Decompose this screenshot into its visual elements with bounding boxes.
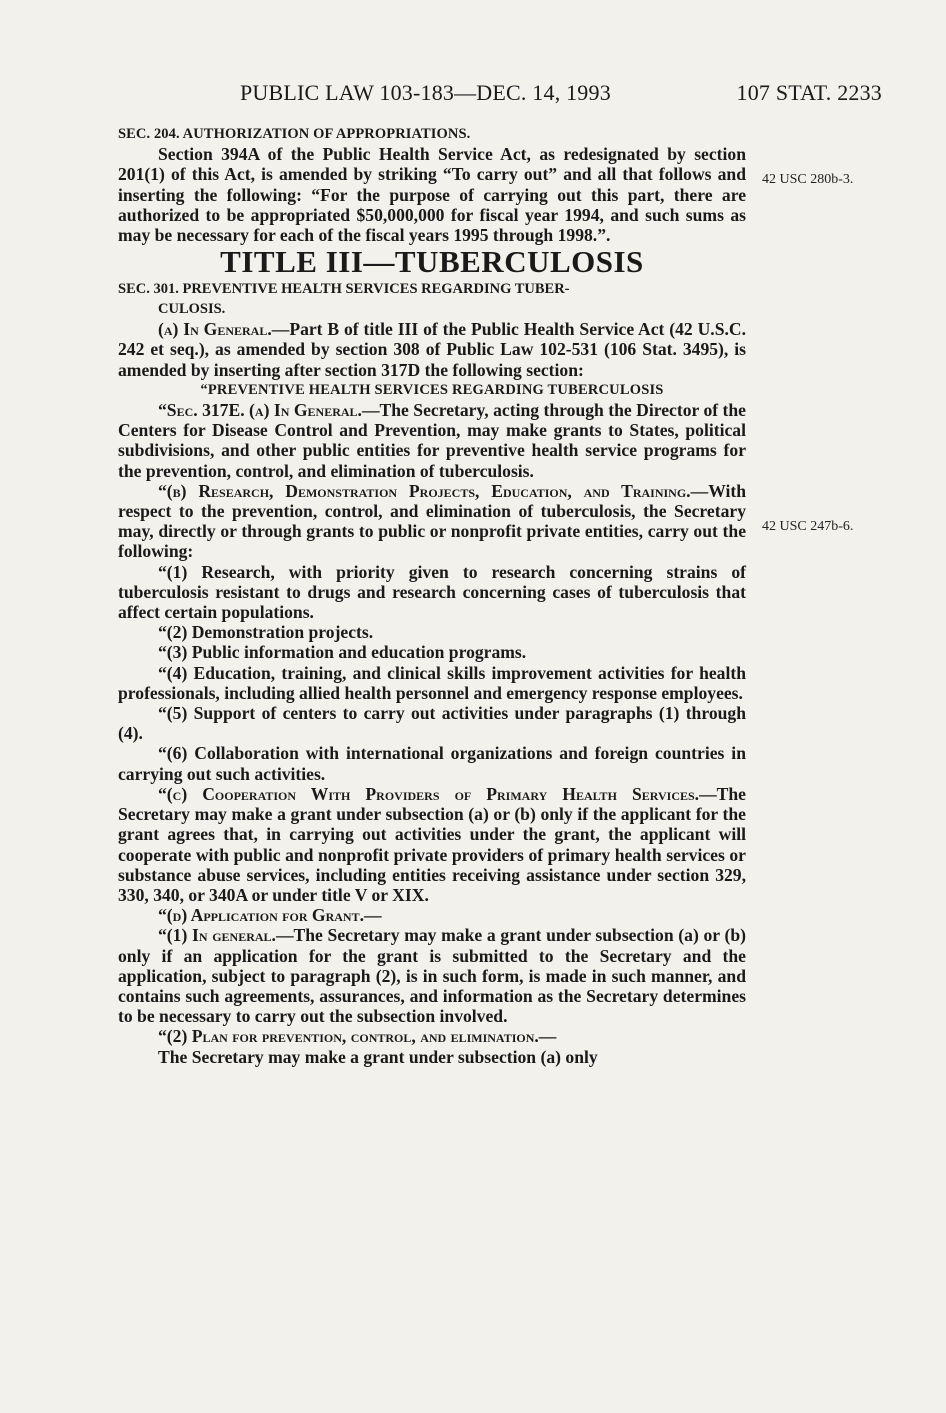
subsection-a-text: —Part B of title III of the Public Health Service Act (42 U.S.C. 242 et seq.), as amended by section 308 of Public Law 102-531 (106 Stat. 3495), is amended by inserting after section 317D the following section: xyxy=(118,319,746,380)
subsection-c xyxy=(118,784,746,905)
section-317e-text: —The Secretary, acting through the Director of the Centers for Disease Control and Prevention, may make grants to States, political subdivisions, and other public entities for preventive health service programs for the prevention, control, and elimination of tuberculosis. xyxy=(118,400,746,481)
list-item: “(5) Support of centers to carry out activities under paragraphs (1) through (4). xyxy=(118,703,746,744)
list-item: “(3) Public information and education programs. xyxy=(158,642,527,663)
margin-note-usc-280b-3: 42 USC 280b-3. xyxy=(762,172,854,187)
paragraph-d1-text: —The Secretary may make a grant under subsection (a) or (b) only if an application for the grant is submitted to the Secretary and the application, subject to paragraph (2), is in such form, is made in such manner, and contains such agreements, assurances, and information as the Secretary determines to be necessary to carry out the subsection involved. xyxy=(118,925,746,1027)
paragraph-d1-label: “(1) In general. xyxy=(158,925,276,946)
title-heading: TITLE III—TUBERCULOSIS xyxy=(220,244,644,280)
section-301-heading-line2: CULOSIS. xyxy=(158,301,226,318)
list-item: “(1) Research, with priority given to research concerning strains of tuberculosis resistant to drugs and research concerning cases of tuberculosis that affect certain populations. xyxy=(118,561,746,623)
section-317e-subsection-a xyxy=(118,400,746,481)
section-301-heading-line1: SEC. 301. PREVENTIVE HEALTH SERVICES REGARDING TUBER- xyxy=(118,281,570,298)
section-317e-lead: “Sec. 317E. (a) In General. xyxy=(158,400,362,421)
section-301-subsection-a xyxy=(118,319,746,380)
paragraph-d1 xyxy=(118,925,746,1026)
statute-page-reference: 107 STAT. 2233 xyxy=(736,80,882,105)
subsection-d-heading xyxy=(118,905,746,925)
subsection-d-label: “(d) Application for Grant.— xyxy=(158,905,382,926)
page-header xyxy=(118,80,886,110)
margin-note-usc-247b-6: 42 USC 247b-6. xyxy=(762,519,854,534)
document-body xyxy=(118,124,746,1067)
subsection-a-label: (a) In General. xyxy=(158,319,272,340)
inserted-section-heading: “PREVENTIVE HEALTH SERVICES REGARDING TUBERCULOSIS xyxy=(200,381,664,398)
paragraph-d2-heading xyxy=(118,1026,746,1046)
subsection-c-label: “(c) Cooperation With Providers of Primary Health Services. xyxy=(158,783,700,804)
section-204-heading: SEC. 204. AUTHORIZATION OF APPROPRIATIONS. xyxy=(118,126,471,142)
list-item: “(4) Education, training, and clinical skills improvement activities for health professionals, including allied health personnel and emergency response employees. xyxy=(118,662,746,703)
list-item: “(6) Collaboration with international organizations and foreign countries in carrying out such activities. xyxy=(118,743,746,784)
subsection-c-text: —The Secretary may make a grant under subsection (a) or (b) only if the applicant for the grant agrees that, in carrying out activities under the grant, the applicant will cooperate with public and nonprofit private providers of primary health services or substance abuse services, including entities receiving assistance under section 329, 330, 340, or 340A or under title V or XIX. xyxy=(118,783,746,905)
public-law-reference: PUBLIC LAW 103-183—DEC. 14, 1993 xyxy=(240,80,611,105)
subsection-b-text: —With respect to the prevention, control, and elimination of tuberculosis, the Secretary may, directly or through grants to public or nonprofit private entities, carry out the following: xyxy=(118,480,746,562)
subsection-b-label: “(b) Research, Demonstration Projects, Education, and Training. xyxy=(158,480,691,501)
paragraph-d2-label: “(2) Plan for prevention, control, and elimination.— xyxy=(158,1026,557,1047)
subsection-b xyxy=(118,481,746,562)
list-item: “(2) Demonstration projects. xyxy=(158,622,374,643)
paragraph-d2-text: The Secretary may make a grant under subsection (a) only xyxy=(158,1046,598,1067)
section-204-text: Section 394A of the Public Health Service Act, as redesignated by section 201(1) of this Act, is amended by striking “To carry out” and all that follows and inserting the following: “For the purpose of carrying out this part, there are authorized to be appropriated $50,000,000 for fiscal year 1994, and such sums as may be necessary for each of the fiscal years 1995 through 1998.”. xyxy=(118,144,746,246)
section-301-heading xyxy=(118,279,746,319)
